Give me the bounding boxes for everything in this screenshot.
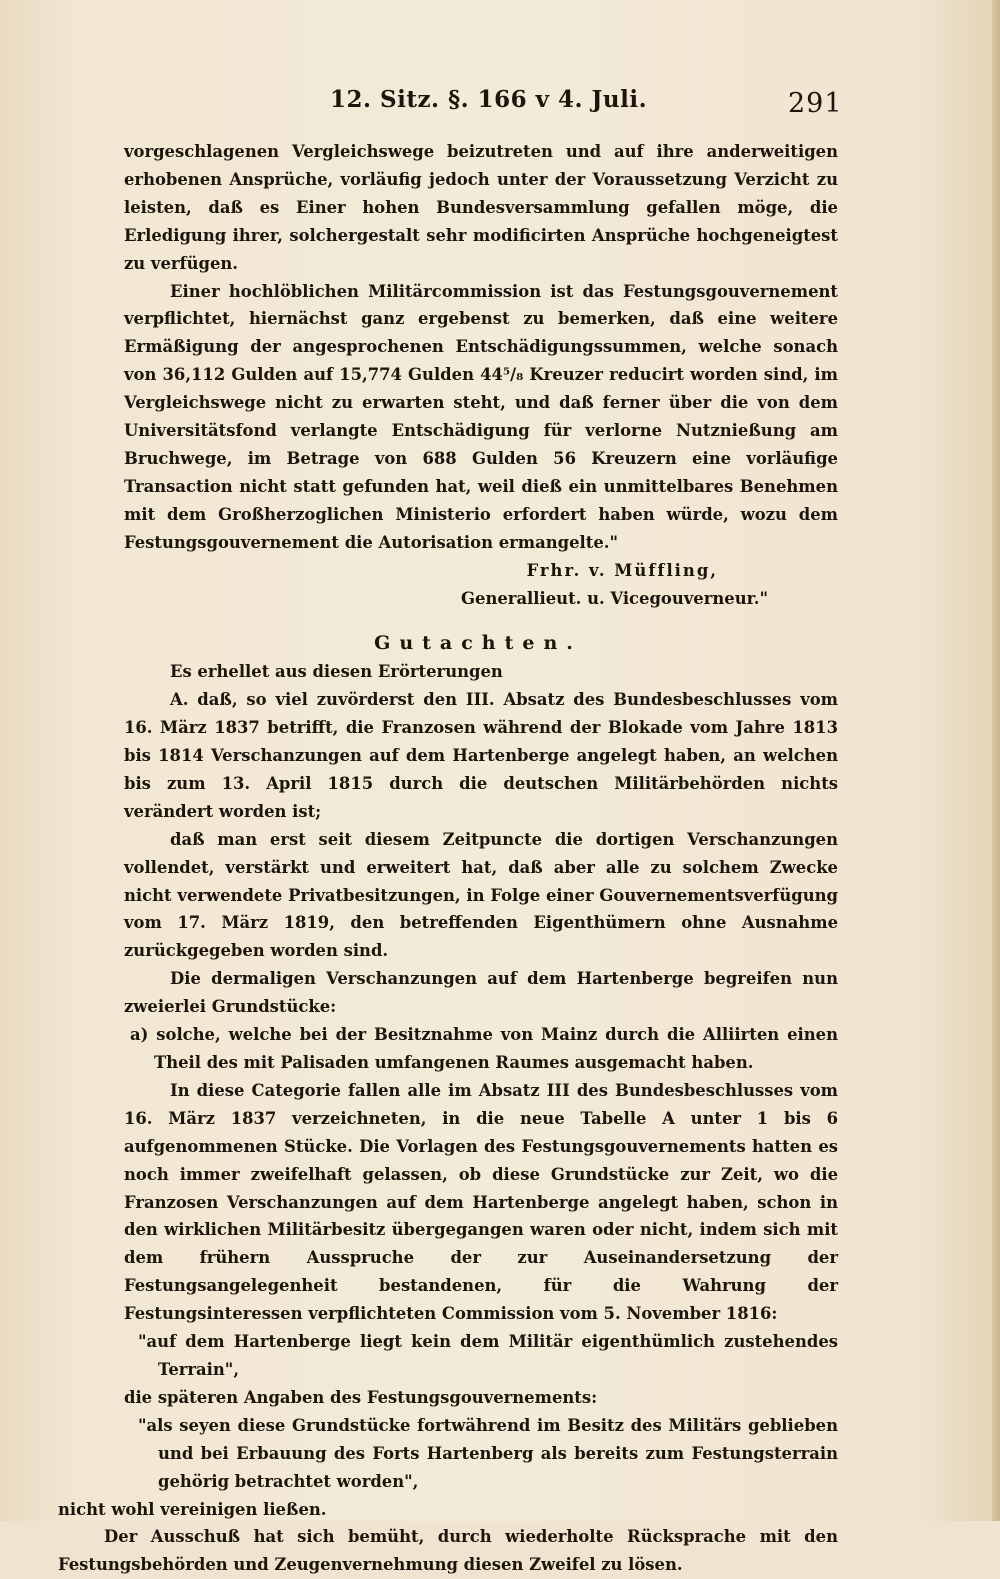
quote-governorate: "als seyen diese Grundstücke fortwährend im Besitz des Militärs geblieben und bei Erbauung des Forts Hartenberg als bereits zum Festungsterrain gehörig betrachtet worden",	[138, 1415, 838, 1491]
body-text	[58, 138, 838, 1579]
running-head: 12. Sitz. §. 166 v 4. Juli.	[330, 86, 648, 113]
paragraph-committee: Der Ausschuß hat sich bemüht, durch wiederholte Rücksprache mit den Festungsbehörden und Zeugenvernehmung diesen Zweifel zu lösen.	[58, 1527, 838, 1575]
page-header	[0, 86, 1000, 126]
page-number: 291	[788, 88, 843, 119]
paragraph-not-reconcilable: nicht wohl vereinigen ließen.	[58, 1499, 327, 1519]
paragraph-category: In diese Categorie fallen alle im Absatz III des Bundesbeschlusses vom 16. März 1837 verzeichneten, in die neue Tabelle A unter 1 bis 6 aufgenommenen Stücke. Die Vorlagen des Festungsgouvernements hatten es noch immer zweifelhaft gelassen, ob diese Grundstücke zur Zeit, wo die Franzosen Verschanzungen auf dem Hartenberge angelegt haben, schon in den wirklichen Militärbesitz übergegangen waren oder nicht, indem sich mit dem frühern Ausspruche der zur Auseinandersetzung der Festungsangelegenheit bestandenen, für die Wahrung der Festungsinteressen verpflichteten Commission vom 5. November 1816:	[124, 1080, 838, 1324]
section-heading: Gutachten.	[374, 632, 582, 655]
paragraph-intro: Es erhellet aus diesen Erörterungen	[170, 662, 503, 682]
paragraph-later-statements: die späteren Angaben des Festungsgouvernements:	[124, 1387, 598, 1407]
paragraph-fortification: daß man erst seit diesem Zeitpuncte die dortigen Verschanzungen vollendet, verstärkt und erweitert hat, daß aber alle zu solchem Zwecke nicht verwendete Privatbesitzungen, in Folge einer Gouvernementsverfügung vom 17. März 1819, den betreffenden Eigenthümern ohne Ausnahme zurückgegeben worden sind.	[124, 829, 838, 961]
signature-title: Generallieut. u. Vicegouverneur."	[461, 588, 768, 608]
page-edge	[992, 0, 1000, 1521]
paragraph-point-a: A. daß, so viel zuvörderst den III. Absatz des Bundesbeschlusses vom 16. März 1837 betrifft, die Franzosen während der Blokade vom Jahre 1813 bis 1814 Verschanzungen auf dem Hartenberge angelegt haben, an welchen bis zum 13. April 1815 durch die deutschen Militärbehörden nichts verändert worden ist;	[124, 690, 838, 821]
paragraph-military-commission: Einer hochlöblichen Militärcommission ist das Festungsgouvernement verpflichtet, hiernächst ganz ergebenst zu bemerken, daß eine weitere Ermäßigung der angesprochenen Entschädigungssummen, welche sonach von 36,112 Gulden auf 15,774 Gulden 44⁵/₈ Kreuzer reducirt worden sind, im Vergleichswege nicht zu erwarten steht, und daß ferner über die von dem Universitätsfond verlangte Entschädigung für verlorne Nutznießung am Bruchwege, im Betrage von 688 Gulden 56 Kreuzern eine vorläufige Transaction nicht statt gefunden hat, weil dieß ein unmittelbares Benehmen mit dem Großherzoglichen Ministerio erfordert haben würde, wozu dem Festungsgouvernement die Autorisation ermangelte."	[124, 281, 838, 552]
signature-name: Frhr. v. Müffling,	[526, 560, 718, 580]
quote-commission: "auf dem Hartenberge liegt kein dem Militär eigenthümlich zustehendes Terrain",	[138, 1332, 838, 1379]
paragraph-continuation: vorgeschlagenen Vergleichswege beizutreten und auf ihre anderweitigen erhobenen Ansprüche, vorläufig jedoch unter der Voraussetzung Verzicht zu leisten, daß es Einer hohen Bundesversammlung gefallen möge, die Erledigung ihrer, solchergestalt sehr modificirten Ansprüche hochgeneigtest zu verfügen.	[124, 142, 838, 273]
paragraph-property-types: Die dermaligen Verschanzungen auf dem Hartenberge begreifen nun zweierlei Grundstücke:	[124, 969, 838, 1017]
list-item-a: a) solche, welche bei der Besitznahme von Mainz durch die Alliirten einen Theil des mit Palisaden umfangenen Raumes ausgemacht haben.	[130, 1025, 838, 1072]
